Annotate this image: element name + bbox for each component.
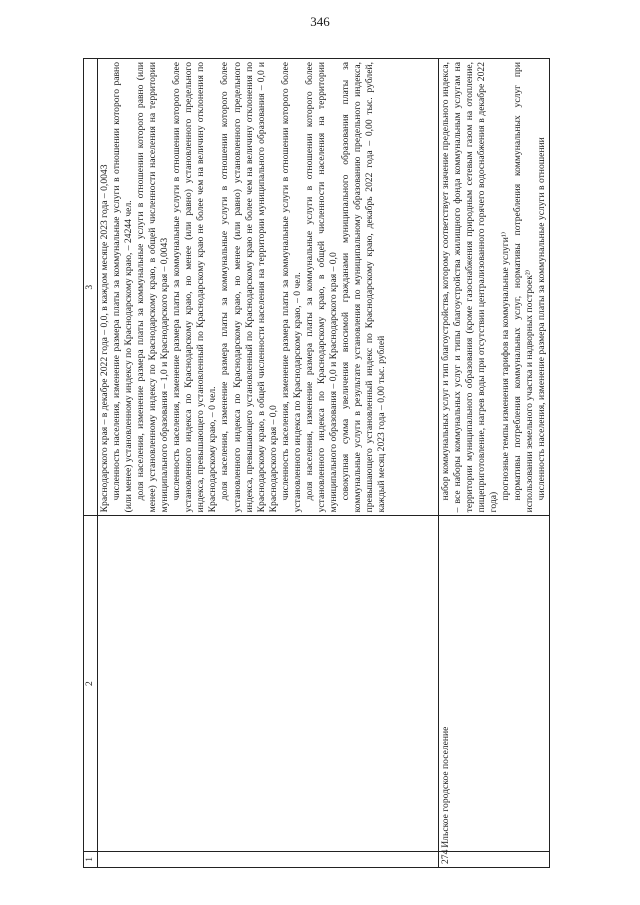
paragraph: численность населения, изменение размера платы за коммунальные услуги в отношении — [536, 137, 548, 501]
header-col-3: 3 — [84, 59, 98, 516]
paragraph: доля населения, изменение размера платы за коммунальные услуги в отношении которого более установленного индекса по Краснодарскому краю, но менее (или равно) установленного предельного индекса, превышающего установленный по Краснодарскому краю не более чем на величину отклонения по Краснодарскому краю, в общей численности населения на территории муниципального образования – 0,0 и Краснодарского края – 0,0 — [219, 62, 279, 513]
paragraph: доля населения, изменение размера платы за коммунальные услуги в отношении которого более установленного индекса по Краснодарскому краю, в общей численности населения на территории муниципального образования – 0,0 и Краснодарского края – 0,0 — [303, 62, 339, 513]
paragraph: совокупная сумма увеличения вносимой гражданами муниципального образования платы за коммунальные услуги в результате установления по муниципальному образованию предельного индекса, превышающего установленный индекс по Краснодарскому краю, декабрь 2022 года – 0,00 тыс. рублей, каждый месяц 2023 года – 0,00 тыс. рублей — [339, 62, 388, 513]
table-row-continuation — [98, 59, 439, 868]
indicator-text-cell — [439, 59, 550, 516]
indicator-text-cell — [98, 59, 439, 516]
header-col-2: 2 — [84, 516, 98, 851]
paragraph: прогнозные темпы изменения тарифов на коммунальные услуги¹⁾ — [500, 231, 512, 501]
page-number: 346 — [310, 14, 330, 29]
paragraph: численность населения, изменение размера платы за коммунальные услуги в отношении которого равно (или менее) установленному индексу по Краснодарскому краю, – 24244 чел. — [111, 62, 135, 513]
paragraph: нормативы потребления коммунальных услуг, нормативы потребления коммунальных услуг при использовании земельного участка и надворных построек²⁾ — [512, 62, 536, 513]
paragraph: численность населения, изменение размера платы за коммунальные услуги в отношении которого более установленного индекса по Краснодарскому краю, – 0 чел. — [279, 62, 303, 513]
paragraph: набор коммунальных услуг и тип благоустройства, которому соответствует значение предельного индекса, – все наборы коммунальных услуг и типы благоустройства жилищного фонда коммунальным услугам на территории муниципального образования (кроме газоснабжения природным сетевым газом на отопление, пищеприготовление, нагрев воды при отсутствии централизованного горячего водоснабжения в декабре 2022 года) — [440, 62, 500, 513]
row-name-cell — [98, 516, 439, 851]
table-row — [439, 59, 550, 868]
paragraph: Краснодарского края – в декабре 2022 года – 0,0, в каждом месяце 2023 года – 0,0043 — [99, 164, 110, 513]
row-name-cell: Ильское городское поселение — [439, 516, 550, 851]
paragraph: численность населения, изменение размера платы за коммунальные услуги в отношении которого более установленного индекса по Краснодарскому краю, но менее (или равно) установленного предельного индекса, превышающего установленный по Краснодарскому краю не более чем на величину отклонения по Краснодарскому краю, – 0 чел. — [171, 62, 219, 513]
table-header-row — [84, 59, 98, 868]
data-table — [83, 58, 550, 868]
row-number-cell — [98, 851, 439, 867]
paragraph: доля населения, изменение размера платы за коммунальные услуги в отношении которого равно (или менее) установленному индексу по Краснодарскому краю, в общей численности населения на территории муниципального образования – 1,0 и Краснодарского края – 0,0043 — [135, 62, 171, 513]
row-number-cell: 274 — [439, 851, 550, 867]
rotated-table-container — [83, 58, 589, 868]
header-col-1: 1 — [84, 851, 98, 867]
